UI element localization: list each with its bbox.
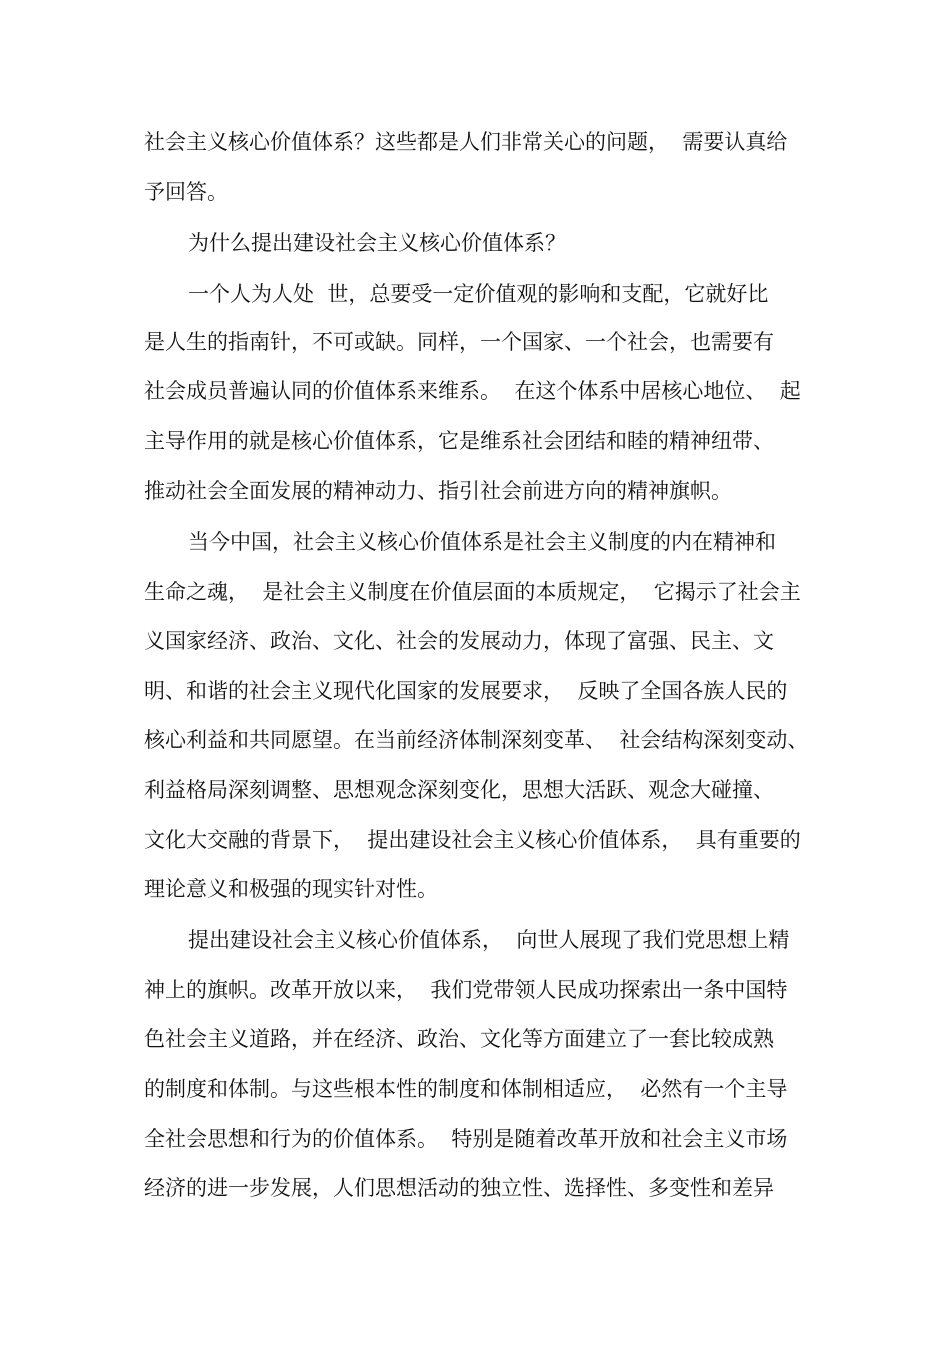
text-line: 主导作用的就是核心价值体系，它是维系社会团结和睦的精神纽带、 xyxy=(144,429,774,453)
text-line: 当今中国，社会主义核心价值体系是社会主义制度的内在精神和 xyxy=(188,530,776,554)
text-line: 核心利益和共同愿望。在当前经济体制深刻变革、 社会结构深刻变动、 xyxy=(144,728,809,752)
text-line: 利益格局深刻调整、思想观念深刻变化，思想大活跃、观念大碰撞、 xyxy=(144,778,774,802)
text-line: 生命之魂， 是社会主义制度在价值层面的本质规定， 它揭示了社会主 xyxy=(144,580,801,604)
text-line: 提出建设社会主义核心价值体系， 向世人展现了我们党思想上精 xyxy=(188,928,790,952)
text-line: 理论意义和极强的现实针对性。 xyxy=(144,877,438,901)
text-line: 一个人为人处 世，总要受一定价值观的影响和支配，它就好比 xyxy=(188,282,769,306)
text-line: 明、和谐的社会主义现代化国家的发展要求， 反映了全国各族人民的 xyxy=(144,679,788,703)
text-line: 予回答。 xyxy=(144,180,228,204)
text-line: 全社会思想和行为的价值体系。 特别是随着改革开放和社会主义市场 xyxy=(144,1127,788,1151)
text-line: 社会成员普遍认同的价值体系来维系。 在这个体系中居核心地位、 起 xyxy=(144,379,801,403)
text-line: 经济的进一步发展，人们思想活动的独立性、选择性、多变性和差异 xyxy=(144,1176,774,1200)
text-line: 的制度和体制。与这些根本性的制度和体制相适应， 必然有一个主导 xyxy=(144,1077,788,1101)
text-line: 义国家经济、政治、文化、社会的发展动力，体现了富强、民主、文 xyxy=(144,629,774,653)
text-line: 是人生的指南针，不可或缺。同样，一个国家、一个社会，也需要有 xyxy=(144,330,774,354)
text-line: 推动社会全面发展的精神动力、指引社会前进方向的精神旗帜。 xyxy=(144,479,732,503)
text-line: 色社会主义道路，并在经济、政治、文化等方面建立了一套比较成熟 xyxy=(144,1027,774,1051)
section-heading: 为什么提出建设社会主义核心价值体系？ xyxy=(188,231,566,255)
text-line: 文化大交融的背景下， 提出建设社会主义核心价值体系， 具有重要的 xyxy=(144,828,801,852)
text-line: 神上的旗帜。改革开放以来， 我们党带领人民成功探索出一条中国特 xyxy=(144,978,788,1002)
text-line: 社会主义核心价值体系？这些都是人们非常关心的问题， 需要认真给 xyxy=(144,130,788,154)
